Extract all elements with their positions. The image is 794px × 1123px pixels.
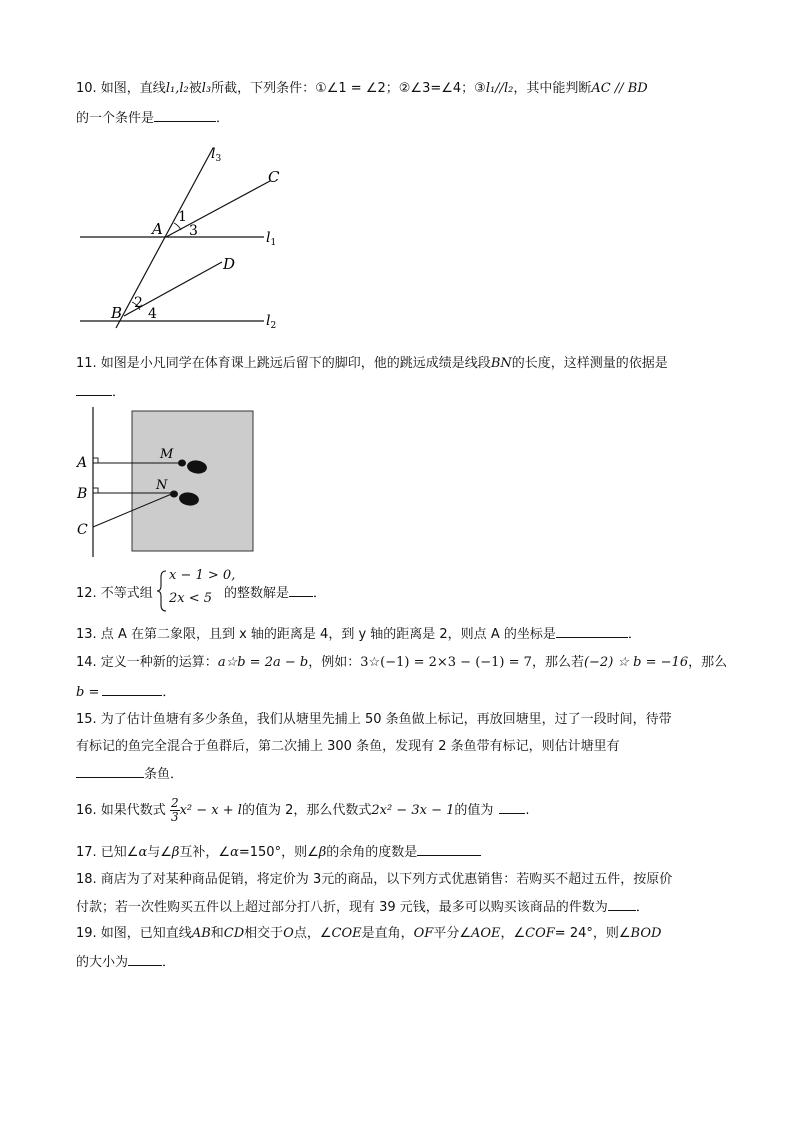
q16-frac-den: 3 [170,810,179,824]
label-angle-3: 3 [189,223,198,239]
label-angle-1: 1 [178,209,187,225]
q19-of: OF [413,926,434,941]
q13-text: 13. 点 A 在第二象限，且到 x 轴的距离是 4，到 y 轴的距离是 2，则点 A 的坐标是 [76,627,556,642]
q19-value: = 24° [554,926,593,941]
q11-segment: BN [490,356,512,371]
system-brace [156,570,168,612]
q16-text-mid: 的值为 2，那么代数式 [241,803,372,818]
q19-cd: CD [223,926,245,941]
sand-pit [132,411,253,551]
q15-line2: 有标记的鱼完全混合于鱼群后，第二次捕上 300 条鱼，发现有 2 条鱼带有标记，则估计塘里有 [76,739,620,754]
q15-answer-blank [76,765,144,778]
q10-line1 [76,80,648,98]
q19-mid2: 点，∠ [293,926,332,941]
q10-target: AC // BD [591,81,648,96]
q19-ab: AB [191,926,211,941]
q17-answer-blank [417,843,481,856]
q17-beta-2: β [318,845,327,860]
q14-definition: a☆b = 2a − b [217,655,309,670]
q18-answer-blank [608,898,636,911]
q10-by: 被 [188,81,202,96]
q10-end: ． [216,111,230,126]
q16-expression-1: x² − x + l [179,803,242,818]
q14-line1 [76,654,727,672]
q16-expression-2: 2x² − 3x − 1 [371,803,455,818]
q17-text: 17. 已知∠ [76,845,139,860]
q17-suffix: 的余角的度数是 [326,845,418,860]
q16-line [76,792,530,830]
q19-line2-text: 的大小为 [76,955,129,970]
q14-text-c: ，那么若 [531,655,584,670]
q12-end: ． [313,586,327,601]
q12-suffix-wrap [224,582,326,601]
q10-answer-blank [154,109,216,122]
q19-mid5: ，∠ [500,926,526,941]
q10-cond3: l₁//l₂ [485,81,514,96]
q19-mid3: 是直角， [361,926,414,941]
q14-b-equals: b = [76,685,100,700]
q19-mid6: ，则∠ [592,926,631,941]
q19-mid4: 平分∠ [433,926,471,941]
q10-text-c: ，其中能判断 [513,81,592,96]
q11-figure [70,405,260,561]
q15-line1: 15. 为了估计鱼塘有多少条鱼，我们从塘里先捕上 50 条鱼做上标记，再放回塘里，过了一段时间，待带 [76,712,672,727]
label-b: B [77,486,88,502]
q19-mid: 相交于 [244,926,284,941]
label-n: N [156,478,168,493]
q12-answer-blank [289,584,313,597]
q11-end: ． [112,385,126,400]
q14-text-d: ，那么 [688,655,728,670]
q19-text: 19. 如图，已知直线 [76,926,192,941]
q19-bod: BOD [630,926,662,941]
q13-answer-blank [556,625,628,638]
line-l3 [116,148,213,328]
q11-answer-blank [76,383,112,396]
label-l2: $l_2$ [266,313,277,331]
q19-answer-blank [128,953,162,966]
q17-alpha-2: α [230,845,239,860]
q15-line3-text: 条鱼． [144,767,184,782]
q18-line1: 18. 商店为了对某种商品促销，将定价为 3元的商品，以下列方式优惠销售：若购买不超过五件，按原价 [76,872,673,887]
q17-mid: 互补，∠ [179,845,231,860]
label-c: C [77,522,88,538]
q11-text: 11. 如图是小凡同学在体育课上跳远后留下的脚印，他的跳远成绩是线段 [76,356,491,371]
q19-aoe: AOE [470,926,501,941]
right-angle-b [93,488,98,493]
q14-example: 3☆(−1) = 2×3 − (−1) = 7 [360,655,532,670]
label-l1: $l_1$ [266,230,277,248]
q19-end: ． [162,955,176,970]
q18-end: ． [635,900,649,915]
q10-l2: l₂ [179,81,189,96]
q18-line2-text: 付款；若一次性购买五件以上超过部分打八折，现有 39 元钱，最多可以购买该商品的件数为 [76,900,608,915]
q10-line2 [76,109,229,128]
q11-text-b: 的长度，这样测量的依据是 [511,356,668,371]
label-m: M [160,447,174,462]
q17-and: 与∠ [147,845,172,860]
q19-cof: COF [525,926,555,941]
label-l3: $l_3$ [211,146,222,164]
label-a: A [152,220,163,238]
q12-suffix: 的整数解是 [224,586,290,601]
label-a: A [77,455,88,471]
q19-line1 [76,925,661,943]
q19-line2 [76,953,175,972]
q10-text: 10. 如图，直线 [76,81,166,96]
q10-figure [70,138,300,338]
q11-line1 [76,355,668,373]
q14-text-b: ，例如： [308,655,361,670]
q12-text: 12. 不等式组 [76,586,153,601]
q19-and: 和 [210,926,224,941]
q10-line2-text: 的一个条件是 [76,111,155,126]
q17-alpha: α [138,845,148,860]
label-c: C [268,168,280,186]
label-b: B [111,304,123,322]
footprint-m-heel [178,460,186,467]
q12-inequality-2: 2x < 5 [169,591,213,606]
q16-text: 16. 如果代数式 [76,803,166,818]
q16-suffix: 的值为 [454,803,494,818]
label-angle-4: 4 [148,306,157,322]
q14-condition: (−2) ☆ b = −16 [583,655,689,670]
q10-l1: l₁ [165,81,176,96]
q19-coe: COE [331,926,362,941]
q13-line [76,625,641,644]
q18-line2 [76,898,649,917]
q19-o: O [283,926,294,941]
q16-end: . [525,803,530,818]
q16-fraction [170,797,180,824]
right-angle-a [93,458,98,463]
q10-comma: , [175,81,180,96]
q10-l3: l₃ [201,81,212,96]
q17-beta: β [171,845,180,860]
q14-end: ． [162,685,176,700]
q10-conditions: 所截，下列条件：①∠1 = ∠2；②∠3=∠4；③ [211,81,486,96]
q14-answer-blank [102,683,162,696]
q15-line3 [76,765,183,784]
label-angle-2: 2 [134,295,143,311]
q14-line2 [76,683,175,702]
q12-inequality-1: x − 1 > 0, [169,568,236,583]
q13-end: ． [627,627,641,642]
q17-line [76,843,481,862]
q16-frac-num: 2 [170,796,179,810]
q16-answer-blank [499,801,525,814]
q11-line2 [76,383,125,402]
label-d: D [223,255,236,273]
q14-text: 14. 定义一种新的运算： [76,655,218,670]
footprint-n-heel [170,491,178,498]
q17-value: =150°，则∠ [238,845,319,860]
